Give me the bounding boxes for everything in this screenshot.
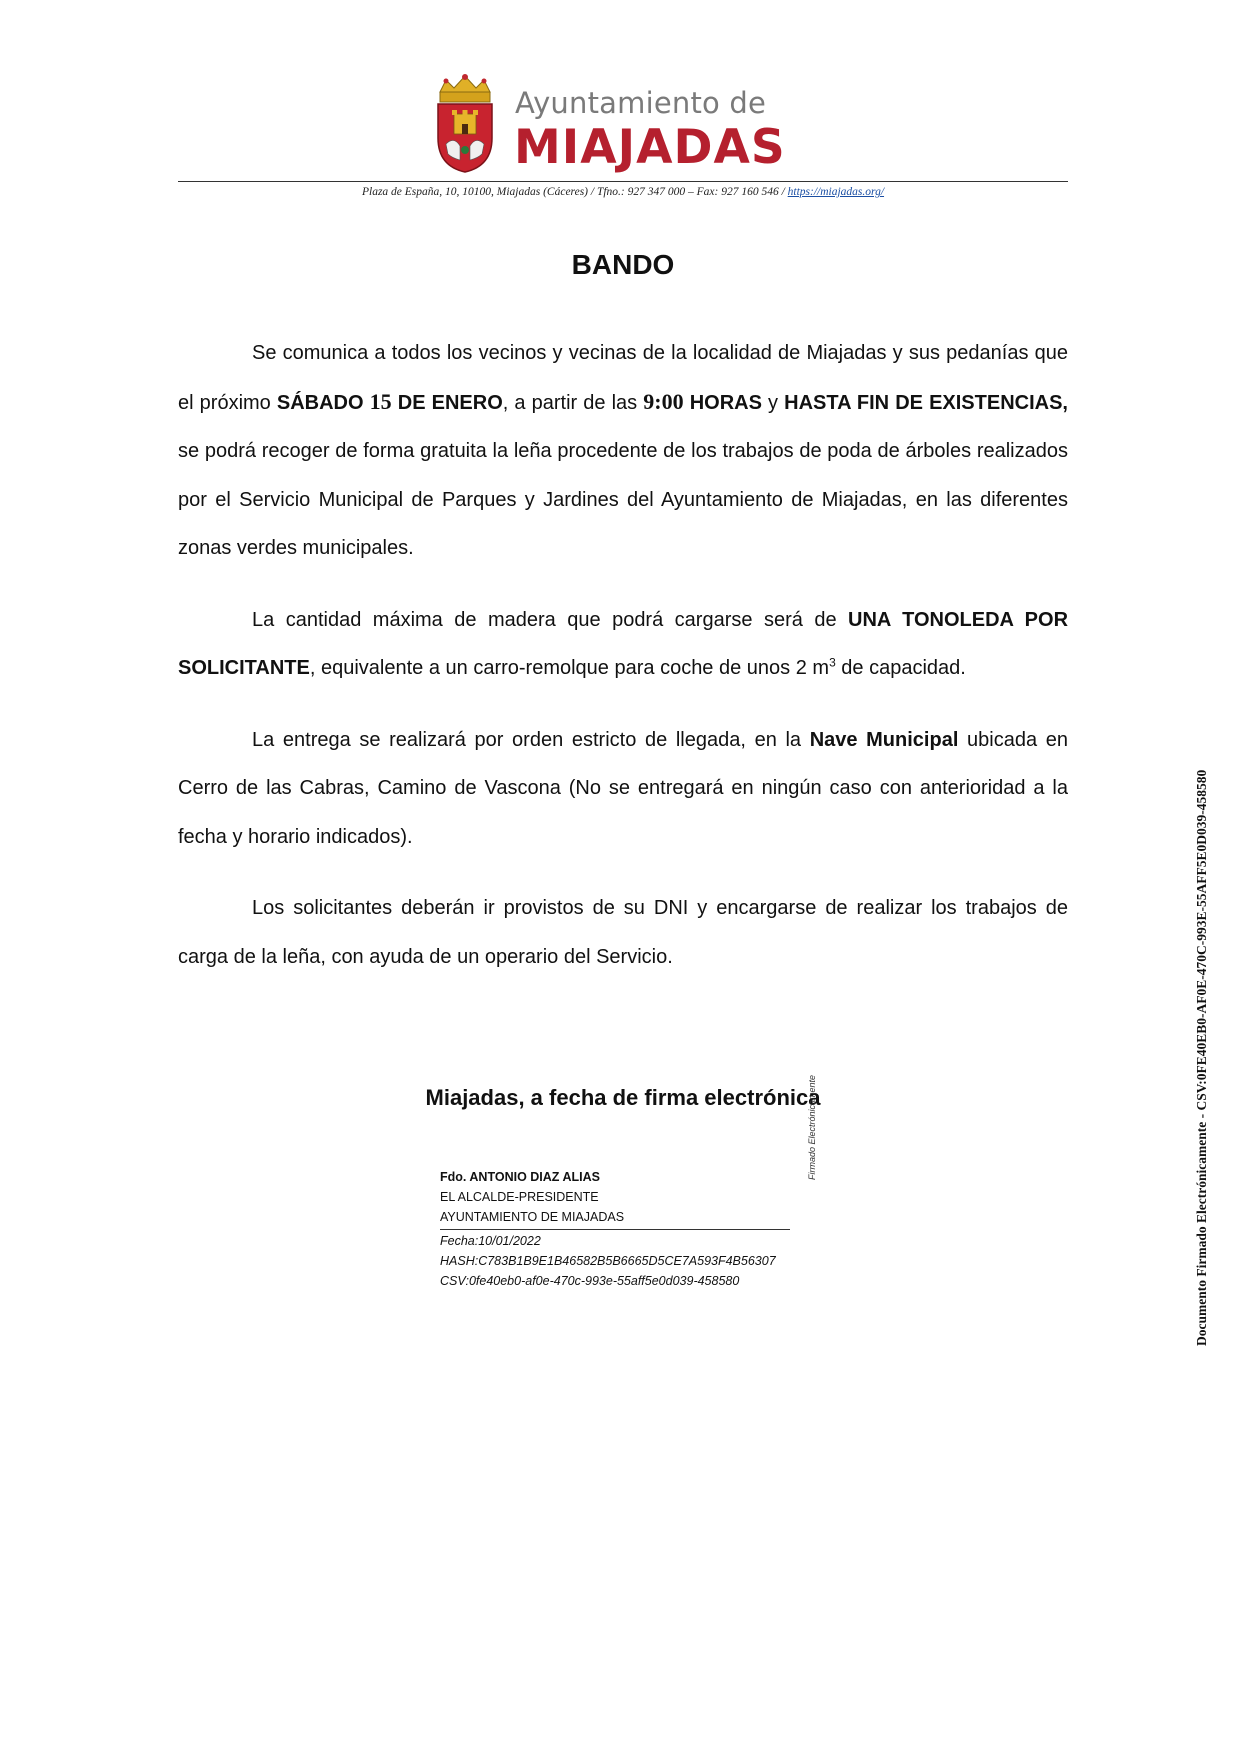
signer-name: Fdo. ANTONIO DIAZ ALIAS [440, 1170, 600, 1184]
coat-of-arms-icon [434, 74, 496, 174]
document-body [178, 329, 1068, 1004]
place-date: Miajadas, a fecha de firma electrónica [425, 1085, 821, 1110]
letterhead [0, 0, 1241, 200]
address-text: Plaza de España, 10, 10100, Miajadas (Cáceres) / Tfno.: 927 347 000 – Fax: 927 160 546 / [361, 186, 788, 198]
municipal-logo [434, 74, 786, 175]
header-divider [178, 181, 1068, 182]
paragraph-1: Se comunica a todos los vecinos y vecinas de la localidad de Miajadas y sus pedanías que el próximo SÁBADO 15 DE ENERO, a partir de las 9:00 HORAS y HASTA FIN DE EXISTENCIAS, se podrá recoger de forma gratuita la leña procedente de los trabajos de poda de árboles realizados por el Servicio Municipal de Parques y Jardines del Ayuntamiento de Miajadas, en las diferentes zonas verdes municipales. [178, 342, 1068, 559]
logo-text-miajadas: MIAJADAS [514, 120, 786, 175]
signature-divider [440, 1229, 790, 1230]
logo-text-ayuntamiento: Ayuntamiento de [515, 86, 767, 120]
signature-stamp: Firmado Electrónicamente [807, 1074, 817, 1180]
signature-hash: HASH:C783B1B9E1B46582B5B6665D5CE7A593F4B56307 [440, 1254, 776, 1268]
signature-date: Fecha:10/01/2022 [440, 1234, 541, 1248]
paragraph-4: Los solicitantes deberán ir provistos de su DNI y encargarse de realizar los trabajos de carga de la leña, con ayuda de un operario del Servicio. [178, 897, 1068, 968]
signature-block [440, 1167, 810, 1291]
paragraph-2: La cantidad máxima de madera que podrá cargarse será de UNA TONOLEDA POR SOLICITANTE, equivalente a un carro-remolque para coche de unos 2 $m^3$ de capacidad. [178, 608, 1069, 679]
contact-address [178, 186, 1068, 198]
margin-verification-note: Documento Firmado Electrónicamente - CSV:0FE40EB0-AF0E-470C-993E-55AFF5E0D039-458580 [1194, 769, 1209, 1346]
signature-csv: CSV:0fe40eb0-af0e-470c-993e-55aff5e0d039-458580 [440, 1274, 740, 1288]
signer-role: EL ALCALDE-PRESIDENTE [440, 1190, 599, 1204]
signer-organization: AYUNTAMIENTO DE MIAJADAS [440, 1210, 625, 1224]
website-link[interactable]: https://miajadas.org/ [787, 186, 885, 198]
document-title: BANDO [571, 249, 675, 280]
paragraph-3: La entrega se realizará por orden estricto de llegada, en la Nave Municipal ubicada en Cerro de las Cabras, Camino de Vascona (No se entregará en ningún caso con anterioridad a la fecha y horario indicados). [178, 728, 1068, 848]
